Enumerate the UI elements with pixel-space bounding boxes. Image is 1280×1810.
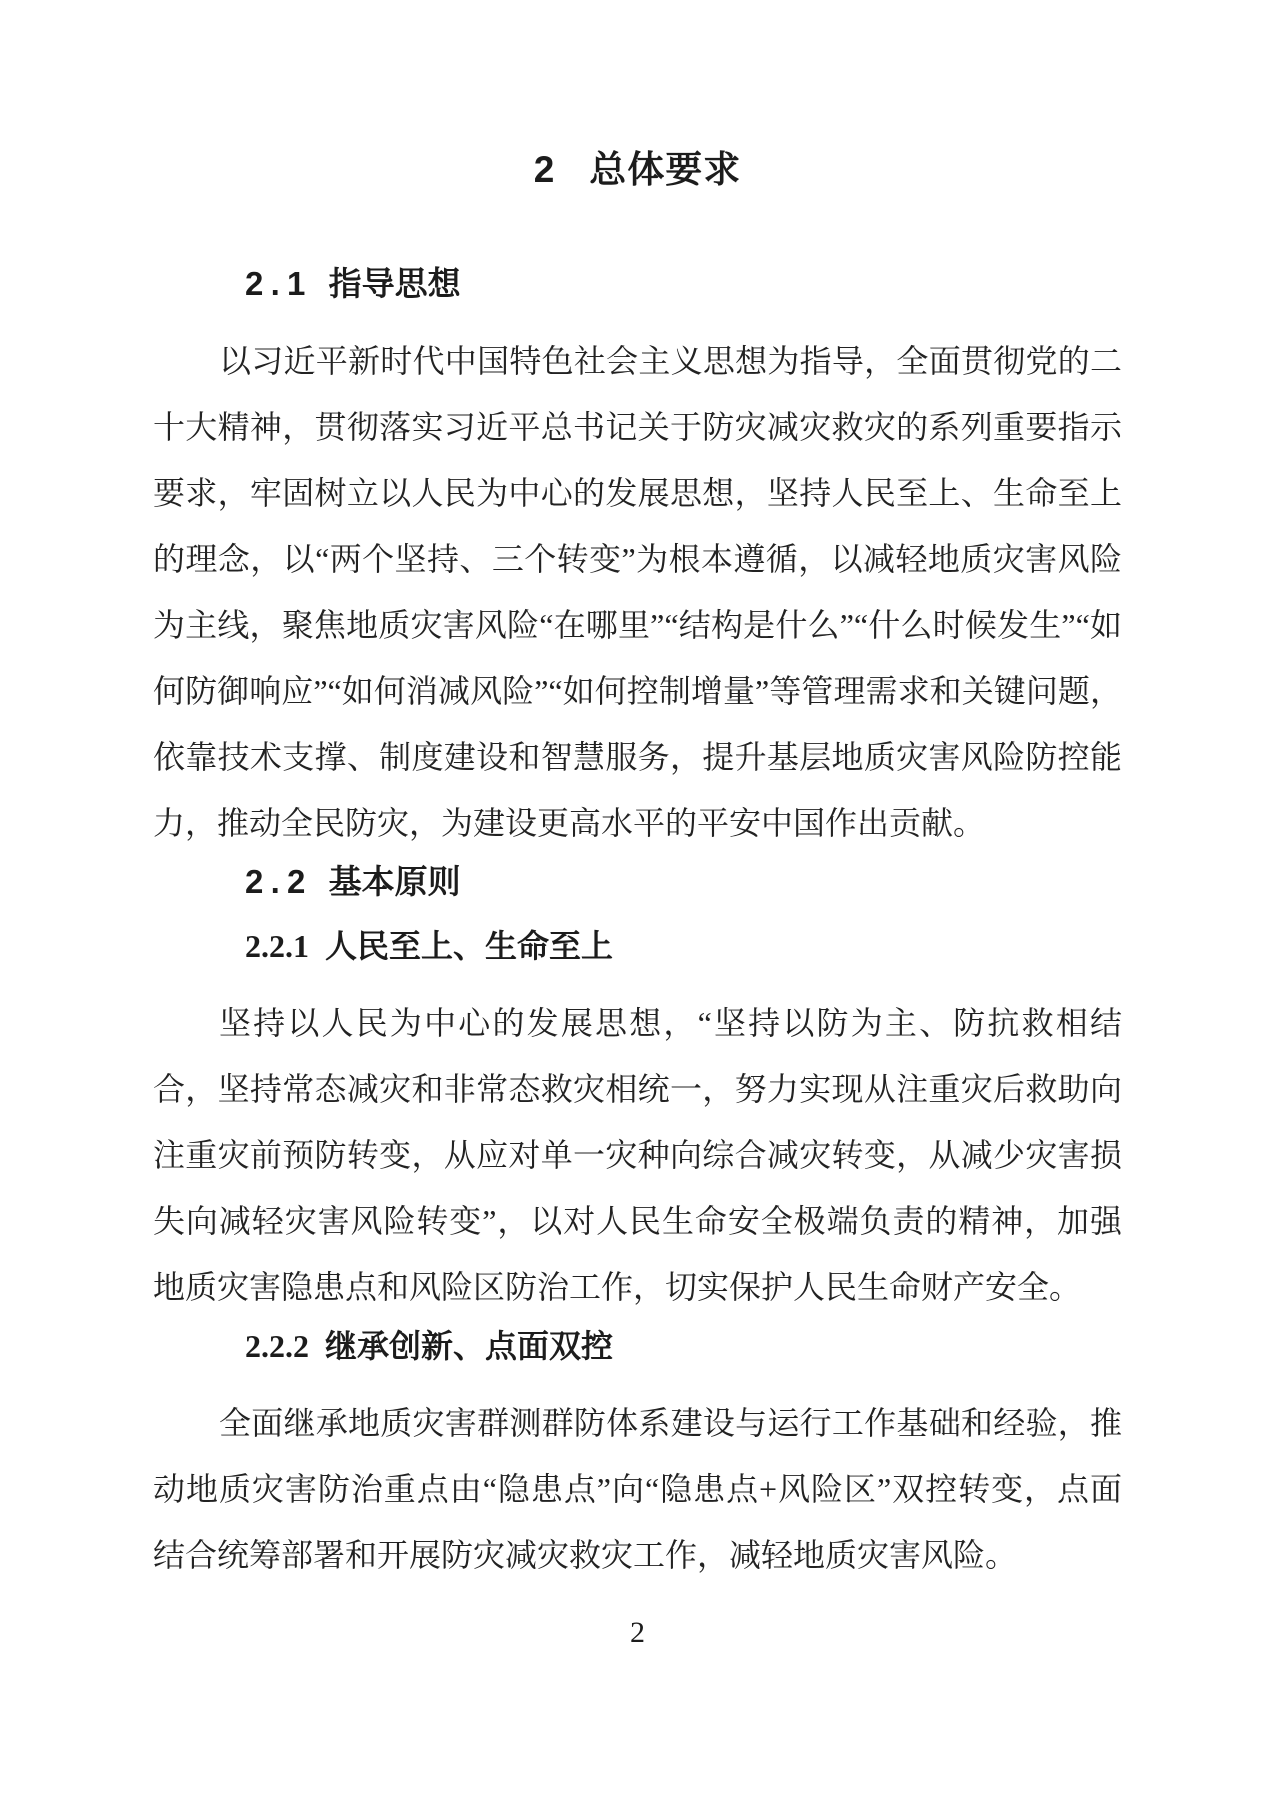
- heading-2-2: [245, 862, 1122, 902]
- heading-2-2-1: [245, 926, 1122, 966]
- heading-2-2-1-label: 人民至上、生命至上: [325, 928, 614, 964]
- page-footer: [153, 1616, 1122, 1650]
- heading-2-1-label: 指导思想: [328, 265, 461, 302]
- heading-2-2-2: [245, 1326, 1122, 1366]
- paragraph-2-1: 以习近平新时代中国特色社会主义思想为指导，全面贯彻党的二十大精神，贯彻落实习近平总书记关于防灾减灾救灾的系列重要指示要求，牢固树立以人民为中心的发展思想，坚持人民至上、生命至上的理念，以“两个坚持、三个转变”为根本遵循，以减轻地质灾害风险为主线，聚焦地质灾害风险“在哪里”“结构是什么”“什么时候发生”“如何防御响应”“如何消减风险”“如何控制增量”等管理需求和关键问题，依靠技术支撑、制度建设和智慧服务，提升基层地质灾害风险防控能力，推动全民防灾，为建设更高水平的平安中国作出贡献。: [153, 343, 1122, 841]
- heading-2-2-1-number: 2.2.1: [245, 928, 309, 964]
- page-number: 2: [630, 1616, 645, 1649]
- heading-2-2-2-label: 继承创新、点面双控: [325, 1328, 614, 1364]
- paragraph-2-2-2: 全面继承地质灾害群测群防体系建设与运行工作基础和经验，推动地质灾害防治重点由“隐患点”向“隐患点+风险区”双控转变，点面结合统筹部署和开展防灾减灾救灾工作，减轻地质灾害风险。: [153, 1405, 1122, 1573]
- chapter-title-text: 总体要求: [589, 149, 742, 190]
- heading-2-1-number: 2.1: [245, 265, 313, 302]
- heading-2-2-label: 基本原则: [328, 863, 461, 900]
- chapter-title: [153, 148, 1122, 192]
- heading-2-1: [245, 264, 1122, 304]
- heading-2-2-2-number: 2.2.2: [245, 1328, 309, 1364]
- paragraph-2-2-1: 坚持以人民为中心的发展思想，“坚持以防为主、防抗救相结合，坚持常态减灾和非常态救灾相统一，努力实现从注重灾后救助向注重灾前预防转变，从应对单一灾种向综合减灾转变，从减少灾害损失向减轻灾害风险转变”，以对人民生命安全极端负责的精神，加强地质灾害隐患点和风险区防治工作，切实保护人民生命财产安全。: [153, 1005, 1122, 1305]
- heading-2-2-number: 2.2: [245, 863, 313, 900]
- chapter-number: 2: [533, 149, 556, 190]
